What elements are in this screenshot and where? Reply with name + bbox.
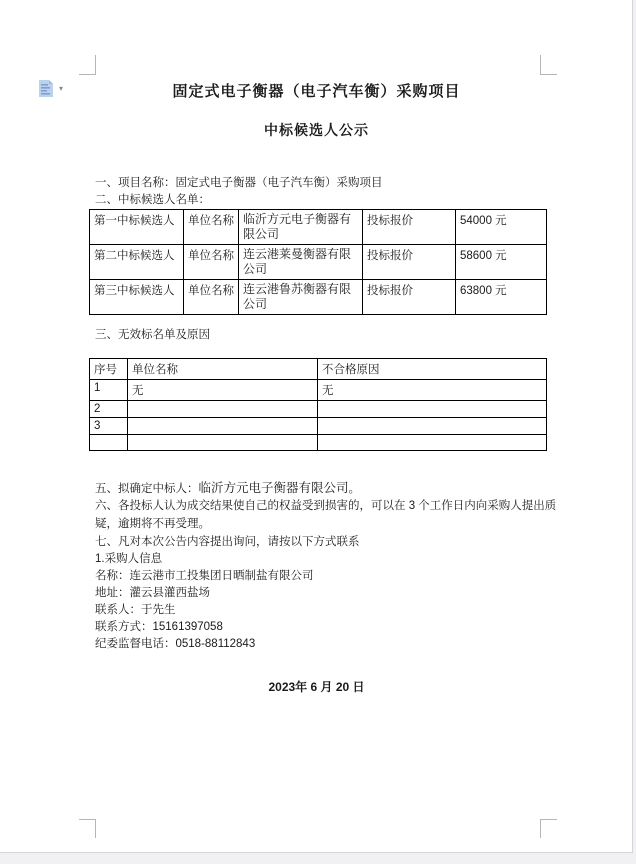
candidate-price-label-cell: 投标报价	[363, 210, 456, 245]
candidate-rank-cell: 第二中标候选人	[90, 245, 184, 280]
invalid-no-cell: 2	[90, 401, 128, 418]
invalid-unit-cell	[128, 435, 318, 451]
invalid-unit-cell	[128, 418, 318, 435]
candidate-company-cell: 连云港莱曼衡器有限公司	[239, 245, 363, 280]
document-subtitle: 中标候选人公示	[264, 122, 369, 138]
margin-crop-mark-bottom-right	[540, 819, 557, 838]
candidate-name-label-cell: 单位名称	[184, 280, 239, 315]
candidates-table	[89, 209, 547, 315]
paragraph-contact-person: 联系人：于先生	[95, 604, 176, 616]
candidate-company-cell: 连云港鲁苏衡器有限公司	[239, 280, 363, 315]
invalid-unit-cell	[128, 401, 318, 418]
candidate-price-cell: 54000 元	[456, 210, 547, 245]
invalid-no-cell	[90, 435, 128, 451]
invalid-unit-cell: 无	[128, 380, 318, 401]
confirmed-winner-suffix: 。	[348, 483, 361, 495]
paste-options-dropdown-icon[interactable]: ▾	[59, 84, 64, 93]
invalid-no-cell: 1	[90, 380, 128, 401]
paragraph-contact-instruction: 七、凡对本次公告内容提出询问，请按以下方式联系	[95, 536, 360, 548]
invalid-reason-cell: 无	[318, 380, 547, 401]
document-date: 2023年 6 月 20 日	[268, 680, 365, 694]
candidate-rank-cell: 第一中标候选人	[90, 210, 184, 245]
invalid-table-header-row	[90, 359, 547, 380]
paragraph-purchaser-name: 名称：连云港市工投集团日晒制盐有限公司	[95, 570, 314, 582]
invalid-header-unit: 单位名称	[128, 359, 318, 380]
invalid-table-row	[90, 435, 547, 451]
paragraph-confirmed-winner	[95, 480, 557, 498]
candidate-name-label-cell: 单位名称	[184, 210, 239, 245]
margin-crop-mark-top-left	[79, 55, 96, 75]
paragraph-objection-notice: 六、各投标人认为成交结果使自己的权益受到损害的，可以在 3 个工作日内向采购人提出质疑，逾期将不再受理。	[95, 500, 557, 530]
invalid-reason-cell	[318, 401, 547, 418]
invalid-table-row	[90, 380, 547, 401]
candidate-price-label-cell: 投标报价	[363, 280, 456, 315]
invalid-header-reason: 不合格原因	[318, 359, 547, 380]
margin-crop-mark-bottom-left	[79, 819, 96, 838]
paragraph-invalid-bids-label: 三、无效标名单及原因	[95, 329, 210, 341]
candidate-name-label-cell: 单位名称	[184, 245, 239, 280]
confirmed-winner-prefix: 五、拟确定中标人：	[95, 483, 199, 495]
paragraph-candidate-list-label: 二、中标候选人名单：	[95, 194, 210, 206]
candidate-price-cell: 58600 元	[456, 245, 547, 280]
invalid-reason-cell	[318, 435, 547, 451]
paragraph-contact-phone: 联系方式：15161397058	[95, 621, 223, 633]
candidate-rank-cell: 第三中标候选人	[90, 280, 184, 315]
invalid-table-row	[90, 401, 547, 418]
paragraph-project-name: 一、项目名称：固定式电子衡器（电子汽车衡）采购项目	[95, 177, 383, 189]
candidate-row	[90, 245, 547, 280]
invalid-no-cell: 3	[90, 418, 128, 435]
candidate-price-label-cell: 投标报价	[363, 245, 456, 280]
candidate-row	[90, 210, 547, 245]
paragraph-supervision-phone: 纪委监督电话：0518-88112843	[95, 638, 256, 650]
invalid-header-no: 序号	[90, 359, 128, 380]
invalid-reason-cell	[318, 418, 547, 435]
invalid-table-row	[90, 418, 547, 435]
confirmed-winner-company: 临沂方元电子衡器有限公司	[198, 481, 349, 495]
candidate-price-cell: 63800 元	[456, 280, 547, 315]
invalid-bids-table	[89, 358, 547, 451]
paragraph-purchaser-address: 地址：灌云县灌西盐场	[95, 587, 210, 599]
candidate-company-cell: 临沂方元电子衡器有限公司	[239, 210, 363, 245]
margin-crop-mark-top-right	[540, 55, 557, 75]
document-title: 固定式电子衡器（电子汽车衡）采购项目	[172, 83, 461, 100]
paragraph-purchaser-info-label: 1.采购人信息	[95, 553, 163, 565]
candidate-row	[90, 280, 547, 315]
